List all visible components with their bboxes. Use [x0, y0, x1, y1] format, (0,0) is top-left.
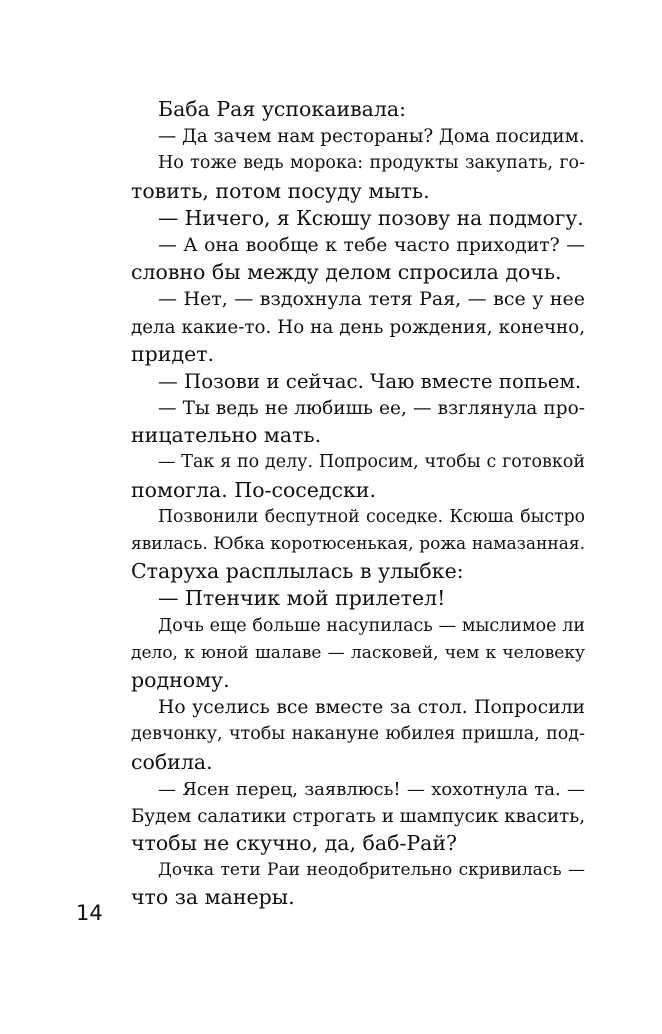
- text-line: Но тоже ведь морока: продукты закупать, го-: [158, 153, 585, 174]
- text-line: девчонку, чтобы накануне юбилея пришла, под-: [131, 724, 585, 745]
- text-line: — Позови и сейчас. Чаю вместе попьем.: [158, 369, 582, 393]
- text-line: Дочь еще больше насупилась — мыслимое ли: [158, 615, 585, 636]
- text-line: дела какие-то. Но на день рождения, конечно,: [131, 316, 585, 338]
- text-line: Старуха расплылась в улыбке:: [131, 559, 464, 584]
- text-line: помогла. По-соседски.: [131, 477, 376, 502]
- text-line: придет.: [131, 341, 215, 366]
- text-line: — Да зачем нам рестораны? Дома посидим.: [158, 126, 585, 148]
- text-line: собила.: [131, 749, 213, 774]
- text-line: — Ничего, я Ксюшу позову на подмогу.: [158, 205, 584, 230]
- text-line: Но уселись все вместе за стол. Попросили: [158, 697, 585, 719]
- text-line: явилась. Юбка коротюсенькая, рожа намазанная.: [131, 534, 585, 554]
- text-line: Будем салатики строгать и шампусик квасить,: [131, 805, 585, 827]
- text-line: — Ясен перец, заявлюсь! — хохотнула та. —: [158, 778, 585, 800]
- text-line: — Так я по делу. Попросим, чтобы с готовкой: [158, 452, 585, 473]
- text-line: Дочка тети Раи неодобрительно скривилась —: [158, 860, 585, 881]
- text-line: ницательно мать.: [131, 423, 322, 448]
- text-line: Позвонили беспутной соседке. Ксюша быстро: [158, 506, 585, 527]
- text-line: чтобы не скучно, да, баб-Рай?: [131, 831, 458, 856]
- text-line: — Нет, — вздохнула тетя Рая, — все у нее: [158, 288, 585, 311]
- text-line: что за манеры.: [131, 885, 295, 910]
- text-line: — Птенчик мой прилетел!: [158, 586, 446, 611]
- text-line: словно бы между делом спросила дочь.: [131, 260, 562, 285]
- text-line: родному.: [131, 667, 230, 692]
- text-line: — Ты ведь не любишь ее, — взглянула про-: [158, 398, 585, 420]
- page-number: 14: [76, 901, 103, 925]
- text-line: дело, к юной шалаве — ласковей, чем к человеку: [131, 642, 585, 663]
- text-line: — А она вообще к тебе часто приходит? —: [158, 234, 585, 256]
- body-text: [131, 96, 585, 912]
- text-line: Баба Рая успокаивала:: [158, 97, 406, 121]
- text-line: товить, потом посуду мыть.: [131, 178, 430, 203]
